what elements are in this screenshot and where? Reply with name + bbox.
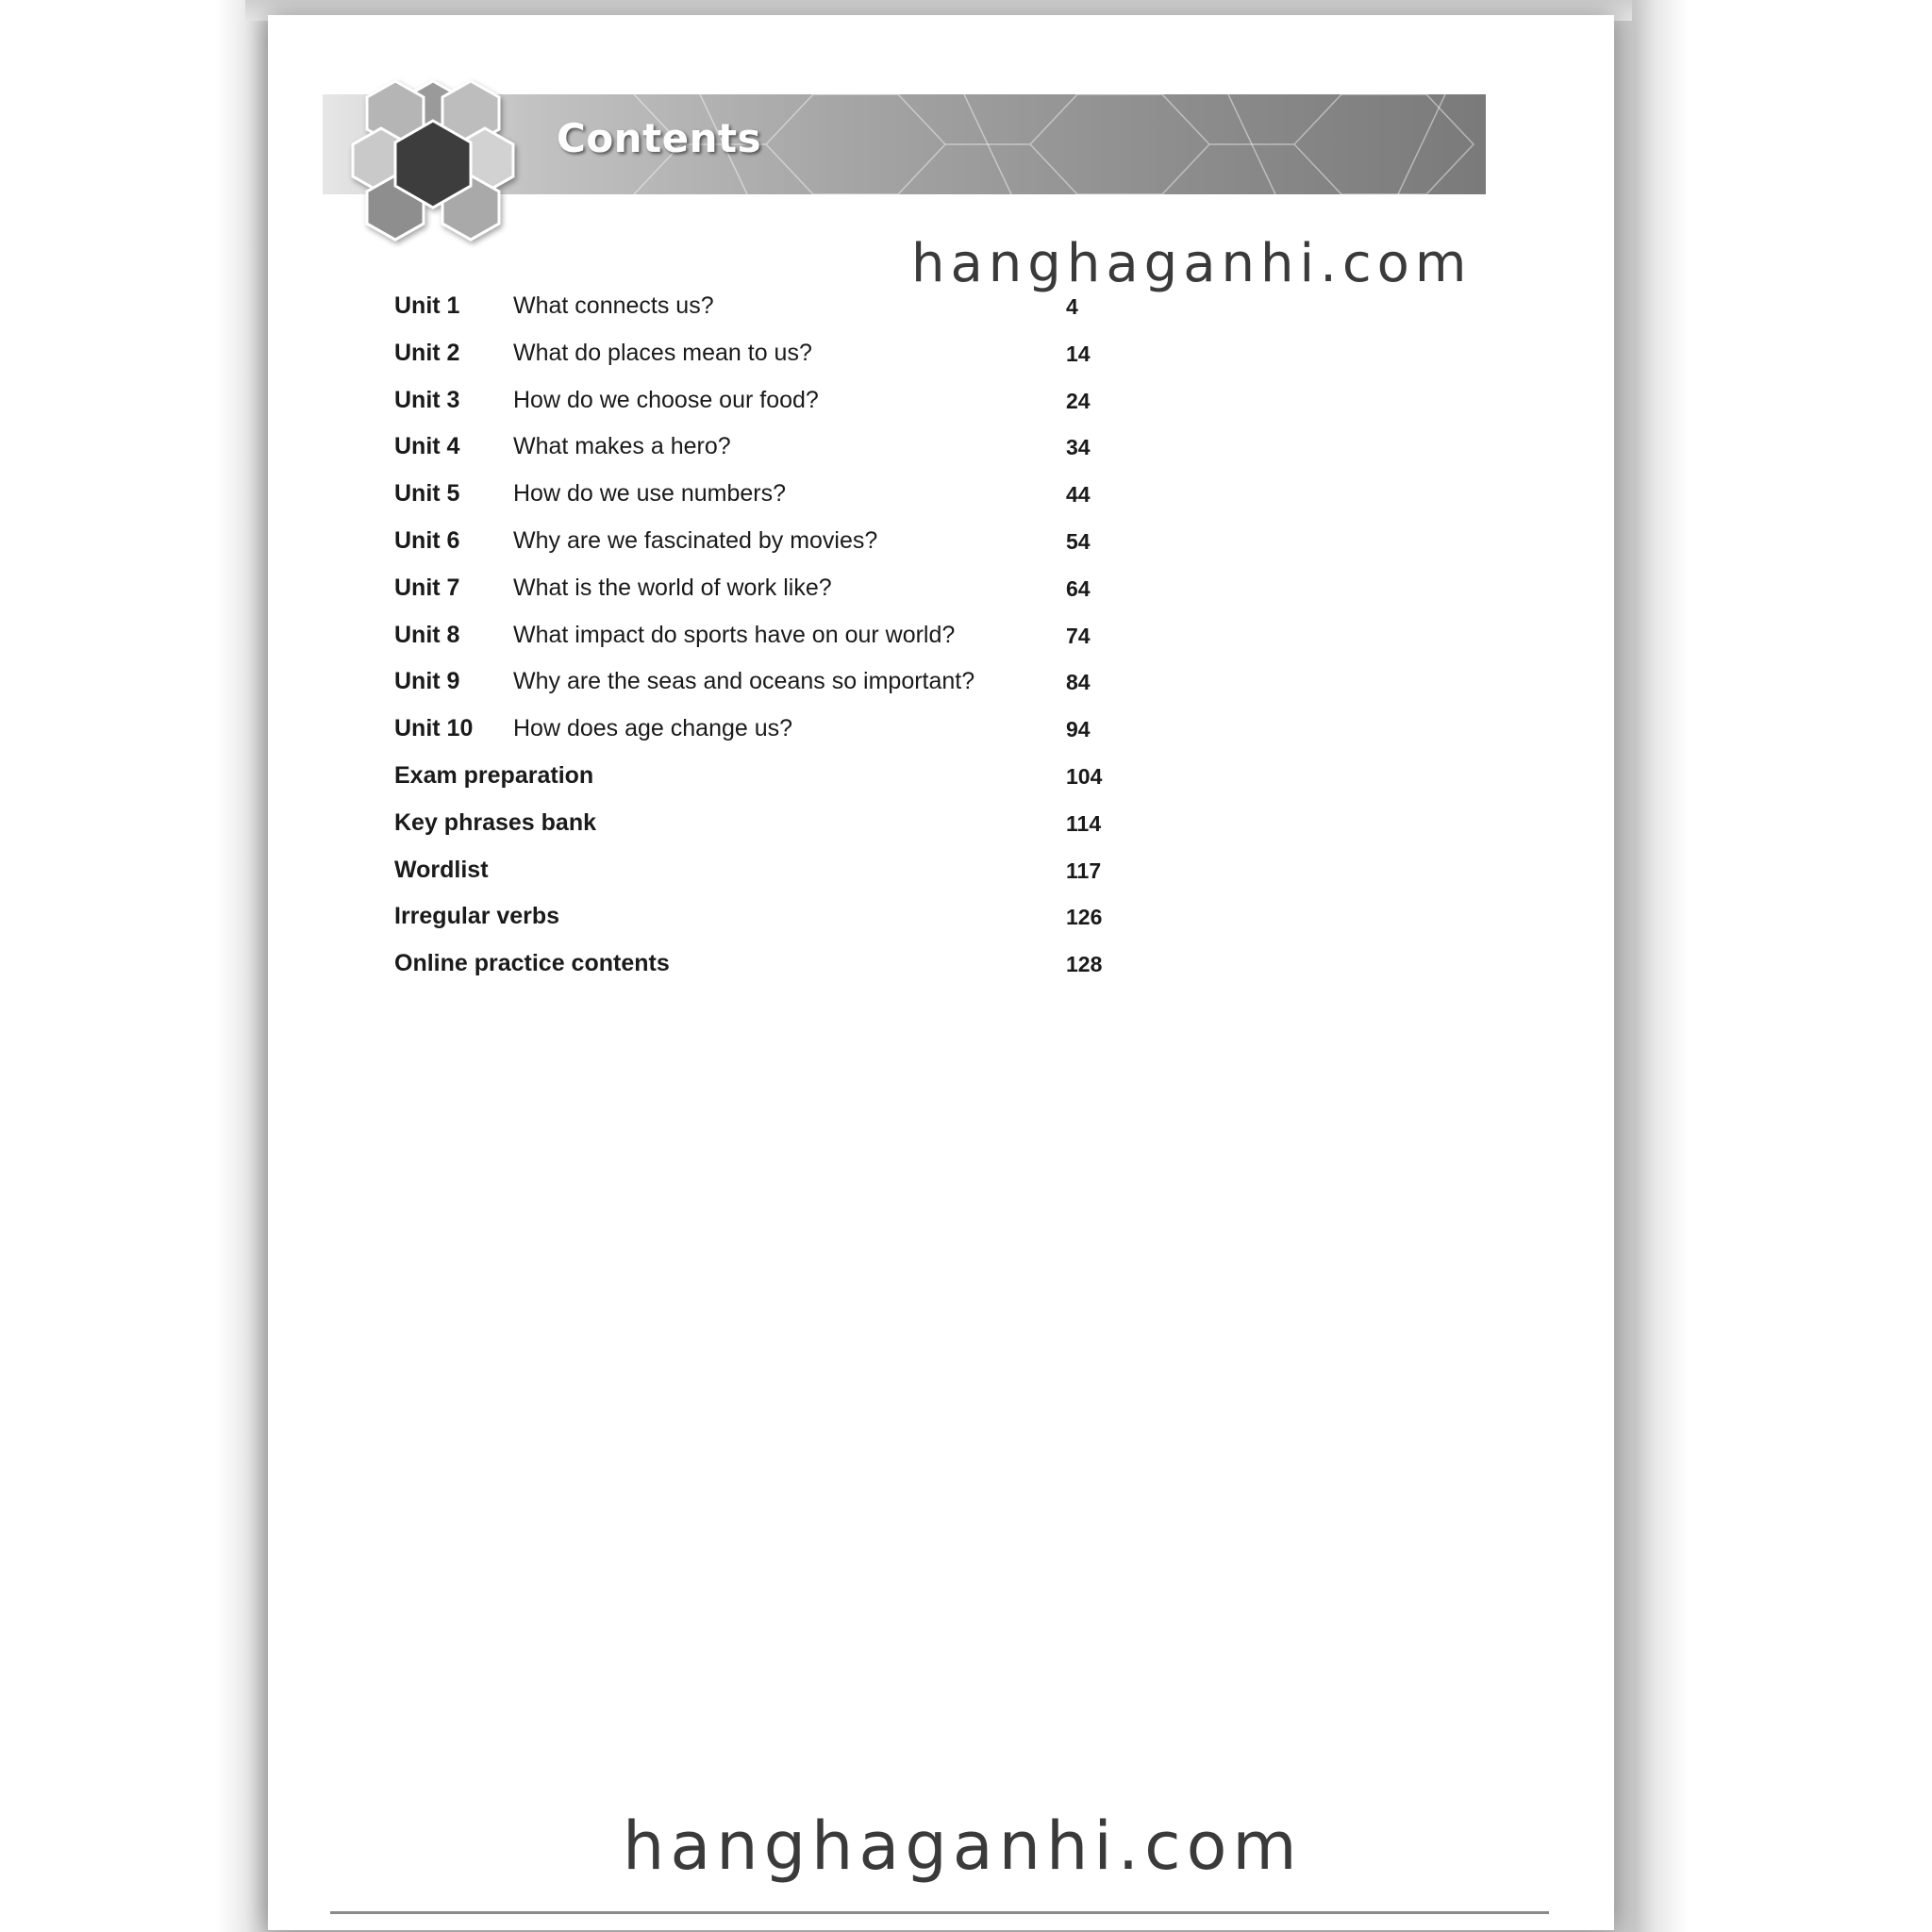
toc-unit-title: What connects us? bbox=[513, 292, 714, 319]
document-page bbox=[268, 15, 1614, 1930]
toc-unit-label: Unit 1 bbox=[394, 292, 460, 319]
toc-row-unit-3[interactable] bbox=[394, 377, 1149, 425]
toc-unit-label: Unit 4 bbox=[394, 433, 460, 460]
page-title: Contents bbox=[557, 115, 762, 161]
toc-unit-title: What is the world of work like? bbox=[513, 574, 832, 601]
watermark-bottom: hanghaganhi.com bbox=[623, 1807, 1303, 1885]
toc-row-unit-8[interactable] bbox=[394, 612, 1149, 659]
toc-section-label: Wordlist bbox=[394, 856, 489, 883]
toc-section-label: Key phrases bank bbox=[394, 808, 596, 836]
toc-row-exam-preparation[interactable] bbox=[394, 753, 1149, 800]
toc-page-number: 128 bbox=[1066, 952, 1103, 977]
toc-section-label: Exam preparation bbox=[394, 761, 594, 789]
hexagon-cluster-icon bbox=[343, 72, 523, 251]
toc-row-unit-5[interactable] bbox=[394, 471, 1149, 518]
toc-unit-title: Why are we fascinated by movies? bbox=[513, 526, 878, 554]
toc-unit-title: What do places mean to us? bbox=[513, 339, 812, 366]
toc-row-irregular-verbs[interactable] bbox=[394, 893, 1149, 941]
toc-unit-label: Unit 7 bbox=[394, 574, 460, 601]
toc-unit-title: How do we use numbers? bbox=[513, 480, 787, 508]
toc-unit-label: Unit 5 bbox=[394, 480, 460, 508]
toc-page-number: 14 bbox=[1066, 341, 1091, 366]
table-of-contents bbox=[394, 283, 1149, 988]
toc-unit-title: How do we choose our food? bbox=[513, 386, 819, 413]
toc-page-number: 104 bbox=[1066, 763, 1103, 789]
toc-section-label: Irregular verbs bbox=[394, 903, 560, 930]
toc-row-key-phrases-bank[interactable] bbox=[394, 800, 1149, 847]
toc-unit-title: What makes a hero? bbox=[513, 433, 731, 460]
toc-page-number: 74 bbox=[1066, 623, 1091, 648]
toc-page-number: 44 bbox=[1066, 482, 1091, 508]
toc-page-number: 117 bbox=[1066, 858, 1102, 883]
toc-unit-title: What impact do sports have on our world? bbox=[513, 621, 956, 648]
toc-row-unit-10[interactable] bbox=[394, 706, 1149, 753]
toc-page-number: 84 bbox=[1066, 670, 1091, 695]
toc-row-unit-6[interactable] bbox=[394, 518, 1149, 565]
toc-page-number: 94 bbox=[1066, 717, 1091, 742]
toc-row-wordlist[interactable] bbox=[394, 847, 1149, 894]
toc-unit-label: Unit 3 bbox=[394, 386, 460, 413]
toc-page-number: 24 bbox=[1066, 388, 1091, 413]
toc-row-unit-2[interactable] bbox=[394, 330, 1149, 377]
toc-page-number: 54 bbox=[1066, 528, 1091, 554]
toc-unit-label: Unit 10 bbox=[394, 715, 474, 742]
toc-unit-label: Unit 9 bbox=[394, 668, 460, 695]
toc-page-number: 34 bbox=[1066, 435, 1091, 460]
bottom-rule bbox=[330, 1911, 1549, 1914]
toc-page-number: 126 bbox=[1066, 905, 1103, 930]
toc-row-unit-7[interactable] bbox=[394, 565, 1149, 612]
toc-page-number: 114 bbox=[1066, 810, 1102, 836]
toc-unit-label: Unit 8 bbox=[394, 621, 460, 648]
watermark-top: hanghaganhi.com bbox=[911, 233, 1473, 294]
toc-section-label: Online practice contents bbox=[394, 950, 670, 977]
toc-unit-label: Unit 6 bbox=[394, 526, 460, 554]
toc-unit-title: How does age change us? bbox=[513, 715, 793, 742]
toc-row-online-practice-contents[interactable] bbox=[394, 941, 1149, 988]
toc-unit-title: Why are the seas and oceans so important? bbox=[513, 668, 975, 695]
toc-page-number: 64 bbox=[1066, 575, 1091, 601]
toc-row-unit-4[interactable] bbox=[394, 424, 1149, 471]
toc-page-number: 4 bbox=[1066, 294, 1078, 319]
toc-unit-label: Unit 2 bbox=[394, 339, 460, 366]
toc-row-unit-9[interactable] bbox=[394, 658, 1149, 706]
